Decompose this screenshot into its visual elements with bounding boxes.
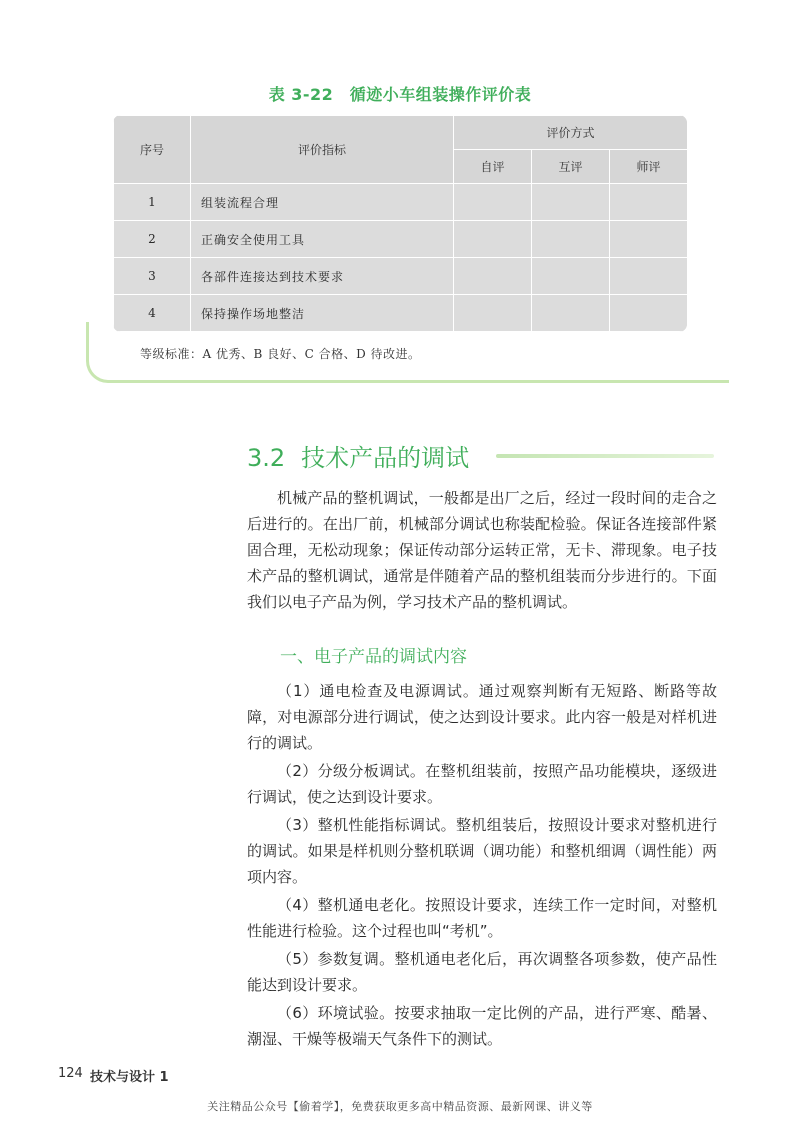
peer-cell bbox=[532, 221, 610, 258]
row-indicator: 组装流程合理 bbox=[191, 184, 454, 221]
header-method: 评价方式 bbox=[454, 116, 688, 150]
subsection-title: 一、电子产品的调试内容 bbox=[280, 647, 467, 667]
table-caption: 表 3-22 循迹小车组装操作评价表 bbox=[268, 85, 532, 104]
list-item: （2）分级分板调试。在整机组装前，按照产品功能模块，逐级进行调试，使之达到设计要求。 bbox=[247, 762, 717, 806]
row-indicator: 正确安全使用工具 bbox=[191, 221, 454, 258]
self-cell bbox=[454, 295, 532, 332]
self-cell bbox=[454, 184, 532, 221]
teacher-cell bbox=[610, 184, 688, 221]
teacher-cell bbox=[610, 295, 688, 332]
teacher-cell bbox=[610, 221, 688, 258]
table-row bbox=[114, 258, 688, 295]
teacher-cell bbox=[610, 258, 688, 295]
row-number: 1 bbox=[114, 184, 191, 221]
table-row bbox=[114, 221, 688, 258]
self-cell bbox=[454, 221, 532, 258]
list-item: （5）参数复调。整机通电老化后，再次调整各项参数，使产品性能达到设计要求。 bbox=[247, 950, 717, 994]
row-indicator: 各部件连接达到技术要求 bbox=[191, 258, 454, 295]
table-row bbox=[114, 295, 688, 332]
section-title: 技术产品的调试 bbox=[301, 444, 470, 472]
header-teacher: 师评 bbox=[610, 150, 688, 184]
peer-cell bbox=[532, 295, 610, 332]
row-number: 2 bbox=[114, 221, 191, 258]
list-item: （4）整机通电老化。按照设计要求，连续工作一定时间，对整机性能进行检验。这个过程也叫“考机”。 bbox=[247, 896, 717, 940]
evaluation-table bbox=[113, 115, 687, 332]
debug-content-list bbox=[247, 678, 717, 1054]
list-item: （6）环境试验。按要求抽取一定比例的产品，进行严寒、酷暑、潮湿、干燥等极端天气条件下的测试。 bbox=[247, 1004, 717, 1048]
grade-note: 等级标准：A 优秀、B 良好、C 合格、D 待改进。 bbox=[140, 347, 421, 361]
peer-cell bbox=[532, 184, 610, 221]
row-number: 4 bbox=[114, 295, 191, 332]
header-self: 自评 bbox=[454, 150, 532, 184]
header-indicator: 评价指标 bbox=[191, 116, 454, 184]
row-indicator: 保持操作场地整洁 bbox=[191, 295, 454, 332]
page-number: 124 bbox=[58, 1066, 83, 1081]
list-item: （3）整机性能指标调试。整机组装后，按照设计要求对整机进行的调试。如果是样机则分整机联调（调功能）和整机细调（调性能）两项内容。 bbox=[247, 816, 717, 886]
header-peer: 互评 bbox=[532, 150, 610, 184]
section-heading bbox=[247, 438, 469, 473]
footer-note: 关注精品公众号【偷着学】，免费获取更多高中精品资源、最新网课、讲义等 bbox=[207, 1100, 593, 1113]
header-index: 序号 bbox=[114, 116, 191, 184]
row-number: 3 bbox=[114, 258, 191, 295]
section-number: 3.2 bbox=[247, 444, 286, 472]
list-item: （1）通电检查及电源调试。通过观察判断有无短路、断路等故障，对电源部分进行调试，使之达到设计要求。此内容一般是对样机进行的调试。 bbox=[247, 682, 717, 752]
intro-paragraph: 机械产品的整机调试，一般都是出厂之后，经过一段时间的走合之后进行的。在出厂前，机械部分调试也称装配检验。保证各连接部件紧固合理，无松动现象；保证传动部分运转正常，无卡、滞现象。电子技术产品的整机调试，通常是伴随着产品的整机组装而分步进行的。下面我们以电子产品为例，学习技术产品的整机调试。 bbox=[247, 489, 717, 611]
section-rule-decoration bbox=[496, 454, 714, 458]
self-cell bbox=[454, 258, 532, 295]
table-row bbox=[114, 184, 688, 221]
book-title: 技术与设计 1 bbox=[90, 1070, 169, 1085]
peer-cell bbox=[532, 258, 610, 295]
